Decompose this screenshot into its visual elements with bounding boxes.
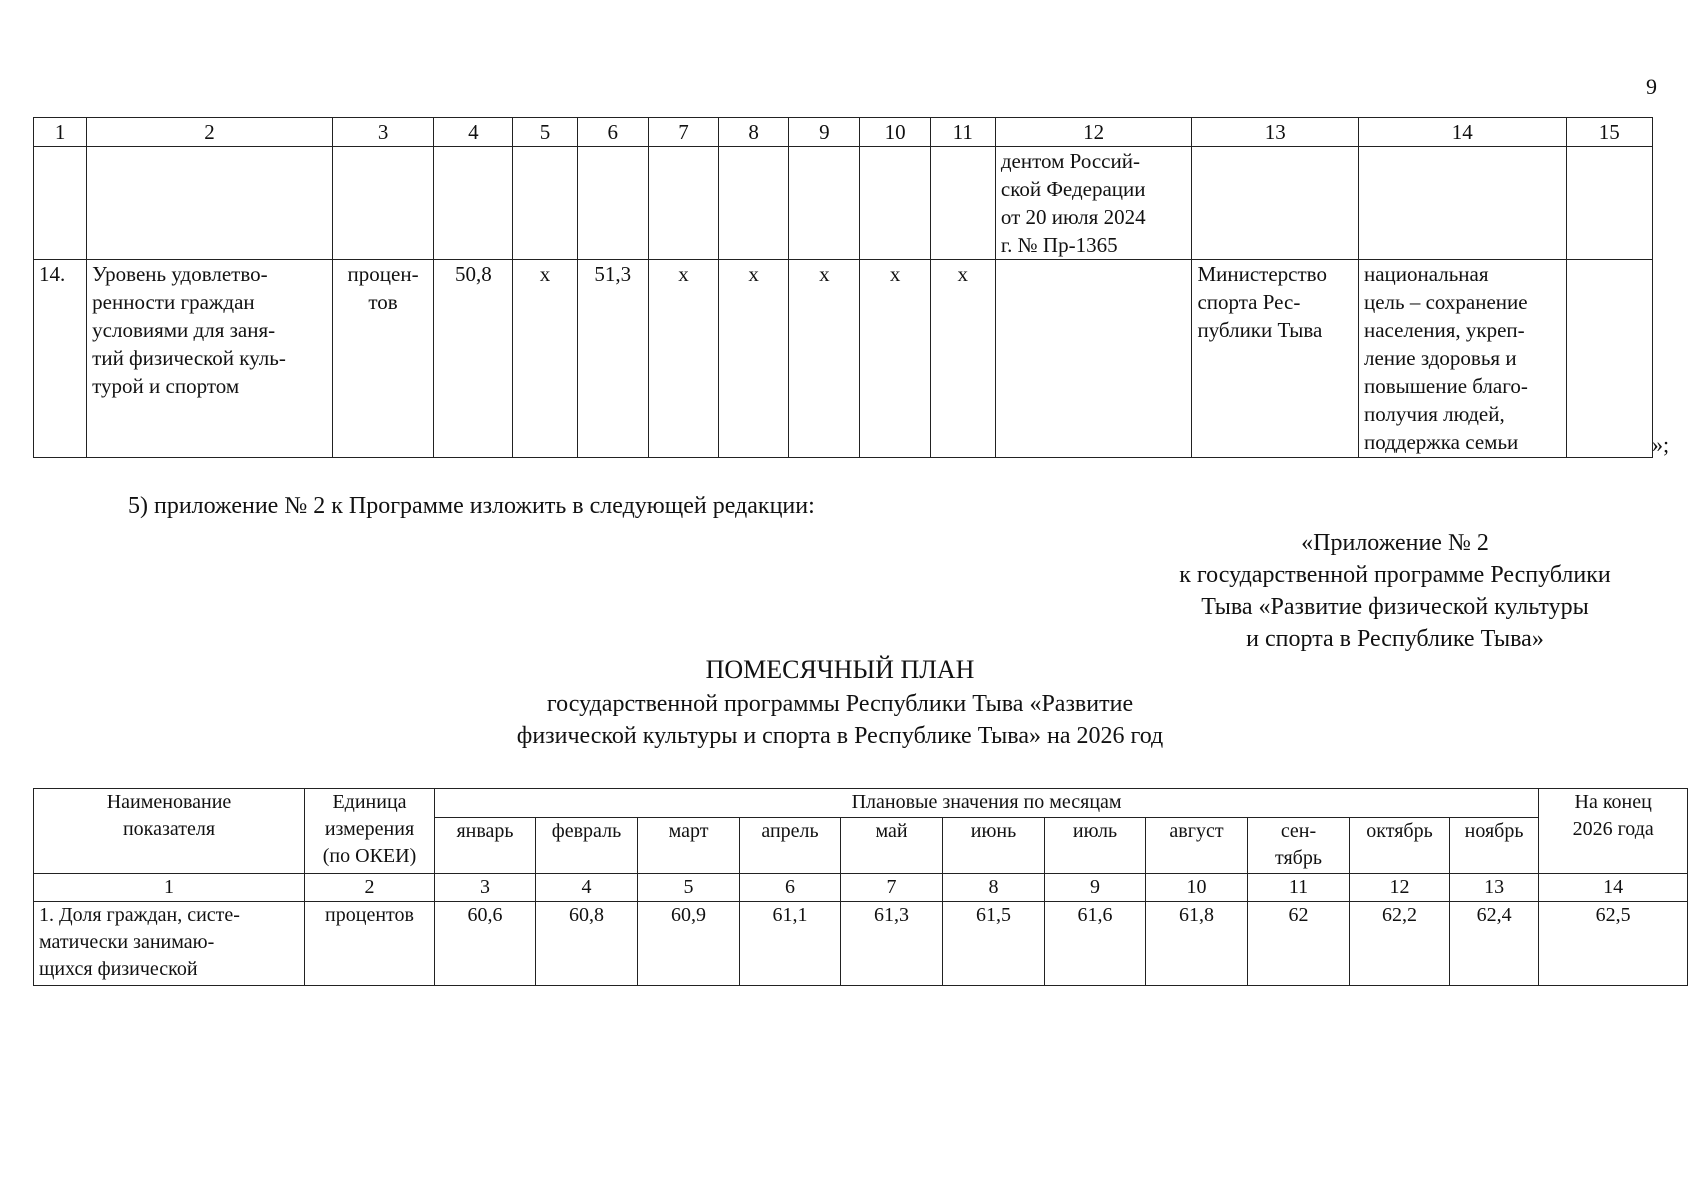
goal-cell: национальная цель – сохранение населения, укреп- ление здоровья и повышение благо- получия людей, поддержка семьи (1358, 260, 1566, 458)
table-row (34, 902, 1688, 986)
column-number: 7 (841, 874, 943, 902)
header-month: апрель (740, 818, 841, 874)
header-cell: 2 (87, 118, 333, 147)
column-number: 1 (34, 874, 305, 902)
indicator-name: 1. Доля граждан, систе- матически занимаю- щихся физической (34, 902, 305, 986)
page-number: 9 (1646, 74, 1657, 99)
value-cell (995, 260, 1192, 458)
column-number: 9 (1045, 874, 1146, 902)
header-month: июнь (943, 818, 1045, 874)
month-value: 60,9 (638, 902, 740, 986)
month-value: 60,6 (435, 902, 536, 986)
header-month: июль (1045, 818, 1146, 874)
table-header-row (34, 789, 1688, 818)
header-cell: 15 (1566, 118, 1652, 147)
month-value: 61,3 (841, 902, 943, 986)
value-cell: х (719, 260, 789, 458)
month-value: 60,8 (536, 902, 638, 986)
row-number: 14. (34, 260, 87, 458)
header-month: сен- тябрь (1248, 818, 1350, 874)
header-month: январь (435, 818, 536, 874)
value-cell: х (648, 260, 718, 458)
header-month: август (1146, 818, 1248, 874)
column-number: 13 (1450, 874, 1539, 902)
responsible-cell: Министерство спорта Рес- публики Тыва (1192, 260, 1359, 458)
column-number: 12 (1350, 874, 1450, 902)
unit-cell: процен- тов (332, 260, 433, 458)
monthly-plan-table (33, 788, 1688, 986)
month-value: 61,6 (1045, 902, 1146, 986)
table-row (34, 260, 1653, 458)
value-cell: х (930, 260, 995, 458)
header-month: март (638, 818, 740, 874)
column-number-row (34, 874, 1688, 902)
column-number: 4 (536, 874, 638, 902)
value-cell (1566, 260, 1652, 458)
column-number: 3 (435, 874, 536, 902)
header-cell: 11 (930, 118, 995, 147)
header-cell: 4 (434, 118, 513, 147)
column-number: 2 (305, 874, 435, 902)
header-month: май (841, 818, 943, 874)
value-cell: 50,8 (434, 260, 513, 458)
appendix-caption: «Приложение № 2 к государственной программе Республики Тыва «Развитие физической культуры и спорта в Республике Тыва» (1179, 530, 1611, 652)
table-header-row (34, 118, 1653, 147)
month-value: 62 (1248, 902, 1350, 986)
continuation-text-cell: дентом Россий- ской Федерации от 20 июля 2024 г. № Пр-1365 (995, 147, 1192, 260)
header-month: октябрь (1350, 818, 1450, 874)
unit-cell: процентов (305, 902, 435, 986)
month-value: 62,2 (1350, 902, 1450, 986)
header-cell: 1 (34, 118, 87, 147)
year-end-value: 62,5 (1539, 902, 1688, 986)
header-unit: Единица измерения (по ОКЕИ) (305, 789, 435, 874)
header-cell: 10 (860, 118, 930, 147)
header-cell: 12 (995, 118, 1192, 147)
header-cell: 13 (1192, 118, 1359, 147)
indicators-table-continuation (33, 117, 1653, 458)
column-number: 5 (638, 874, 740, 902)
table-row (34, 147, 1653, 260)
plan-title: ПОМЕСЯЧНЫЙ ПЛАН (705, 655, 975, 684)
month-value: 61,5 (943, 902, 1045, 986)
header-cell: 3 (332, 118, 433, 147)
value-cell: х (513, 260, 577, 458)
header-cell: 8 (719, 118, 789, 147)
header-month: ноябрь (1450, 818, 1539, 874)
plan-subtitle: государственной программы Республики Тыва «Развитие физической культуры и спорта в Республике Тыва» на 2026 год (516, 691, 1164, 749)
header-year-end: На конец 2026 года (1539, 789, 1688, 874)
month-value: 62,4 (1450, 902, 1539, 986)
column-number: 14 (1539, 874, 1688, 902)
header-indicator-name: Наименование показателя (34, 789, 305, 874)
header-month: февраль (536, 818, 638, 874)
paragraph-5: 5) приложение № 2 к Программе изложить в следующей редакции: (128, 493, 815, 519)
closing-quote: »; (1652, 432, 1670, 457)
header-cell: 5 (513, 118, 577, 147)
column-number: 11 (1248, 874, 1350, 902)
column-number: 8 (943, 874, 1045, 902)
header-cell: 6 (577, 118, 648, 147)
value-cell: 51,3 (577, 260, 648, 458)
month-value: 61,1 (740, 902, 841, 986)
header-cell: 9 (789, 118, 860, 147)
column-number: 10 (1146, 874, 1248, 902)
month-value: 61,8 (1146, 902, 1248, 986)
column-number: 6 (740, 874, 841, 902)
header-months-group: Плановые значения по месяцам (435, 789, 1539, 818)
indicator-name: Уровень удовлетво- ренности граждан условиями для заня- тий физической куль- турой и спортом (87, 260, 333, 458)
header-cell: 14 (1358, 118, 1566, 147)
value-cell: х (860, 260, 930, 458)
value-cell: х (789, 260, 860, 458)
header-cell: 7 (648, 118, 718, 147)
